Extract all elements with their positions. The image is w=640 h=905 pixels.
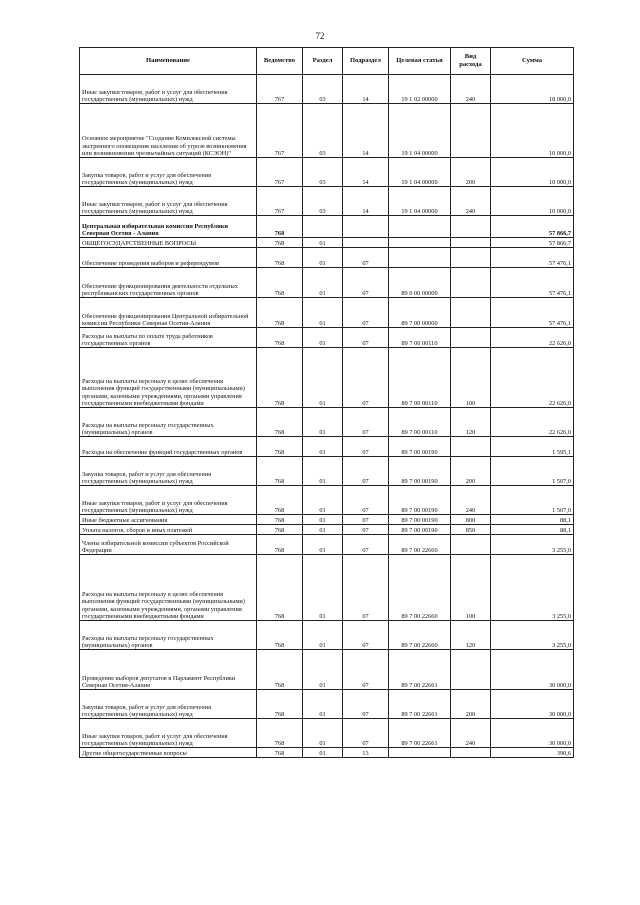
cell-type: 240 bbox=[451, 719, 491, 748]
cell-type: 800 bbox=[451, 515, 491, 525]
cell-subsection: 13 bbox=[343, 748, 389, 758]
cell-type: 200 bbox=[451, 158, 491, 187]
cell-target: 89 7 00 22661 bbox=[389, 650, 451, 690]
cell-subsection: 07 bbox=[343, 348, 389, 408]
cell-target: 19 1 04 00000 bbox=[389, 104, 451, 158]
cell-target: 89 7 00 22660 bbox=[389, 621, 451, 650]
cell-type bbox=[451, 104, 491, 158]
table-row bbox=[80, 515, 574, 525]
cell-subsection: 07 bbox=[343, 486, 389, 515]
cell-type: 100 bbox=[451, 555, 491, 621]
cell-name: Расходы на выплаты персоналу в целях обеспечения выполнения функций государственными (муниципальными) органами, казенными учреждениями, органами управления государственными внебюджетными фондами bbox=[80, 348, 257, 408]
cell-sum: 57 476,1 bbox=[491, 268, 574, 298]
cell-target: 89 7 00 22661 bbox=[389, 719, 451, 748]
cell-type: 200 bbox=[451, 457, 491, 486]
cell-name: Закупка товаров, работ и услуг для обеспечения государственных (муниципальных) нужд bbox=[80, 158, 257, 187]
cell-dept: 768 bbox=[257, 690, 303, 719]
table-row bbox=[80, 650, 574, 690]
cell-subsection: 07 bbox=[343, 690, 389, 719]
cell-section: 01 bbox=[303, 486, 343, 515]
cell-type bbox=[451, 328, 491, 348]
cell-dept: 767 bbox=[257, 104, 303, 158]
cell-sum: 30 000,0 bbox=[491, 719, 574, 748]
cell-name: Обеспечение функционирования деятельности отдельных республиканских государственных органов bbox=[80, 268, 257, 298]
cell-sum: 3 255,0 bbox=[491, 555, 574, 621]
cell-name: Иные закупки товаров, работ и услуг для обеспечения государственных (муниципальных) нужд bbox=[80, 187, 257, 216]
cell-sum: 1 507,0 bbox=[491, 486, 574, 515]
cell-name: Иные закупки товаров, работ и услуг для обеспечения государственных (муниципальных) нужд bbox=[80, 719, 257, 748]
table-row bbox=[80, 457, 574, 486]
cell-target: 89 7 00 22660 bbox=[389, 555, 451, 621]
table-row bbox=[80, 328, 574, 348]
cell-type bbox=[451, 298, 491, 328]
cell-dept: 768 bbox=[257, 621, 303, 650]
table-row bbox=[80, 248, 574, 268]
cell-section: 01 bbox=[303, 408, 343, 437]
header-section: Раздел bbox=[303, 48, 343, 75]
cell-dept: 767 bbox=[257, 75, 303, 104]
cell-section: 01 bbox=[303, 555, 343, 621]
cell-type bbox=[451, 535, 491, 555]
cell-subsection: 07 bbox=[343, 515, 389, 525]
cell-name: Обеспечение функционирования Центральной избирательной комиссии Республики Северная Осетия-Алания bbox=[80, 298, 257, 328]
table-row bbox=[80, 748, 574, 758]
table-row bbox=[80, 555, 574, 621]
cell-name: Обеспечение проведения выборов и референдумов bbox=[80, 248, 257, 268]
cell-subsection: 07 bbox=[343, 525, 389, 535]
header-type: Вид расхода bbox=[451, 48, 491, 75]
cell-target: 89 7 00 00190 bbox=[389, 515, 451, 525]
cell-target: 19 1 04 00000 bbox=[389, 158, 451, 187]
cell-dept: 768 bbox=[257, 268, 303, 298]
cell-name: Центральная избирательная комиссия Республики Северная Осетия - Алания bbox=[80, 216, 257, 238]
cell-type bbox=[451, 650, 491, 690]
cell-subsection: 07 bbox=[343, 268, 389, 298]
cell-name: Закупка товаров, работ и услуг для обеспечения государственных (муниципальных) нужд bbox=[80, 690, 257, 719]
cell-section: 03 bbox=[303, 104, 343, 158]
cell-type: 100 bbox=[451, 348, 491, 408]
table-row bbox=[80, 348, 574, 408]
cell-section: 03 bbox=[303, 75, 343, 104]
table-row bbox=[80, 238, 574, 248]
cell-section: 01 bbox=[303, 650, 343, 690]
cell-name: Закупка товаров, работ и услуг для обеспечения государственных (муниципальных) нужд bbox=[80, 457, 257, 486]
table-row bbox=[80, 535, 574, 555]
header-sum: Сумма bbox=[491, 48, 574, 75]
cell-target: 89 7 00 00110 bbox=[389, 328, 451, 348]
cell-target: 89 7 00 00000 bbox=[389, 298, 451, 328]
cell-sum: 1 595,1 bbox=[491, 437, 574, 457]
cell-dept: 768 bbox=[257, 525, 303, 535]
cell-sum: 57 476,1 bbox=[491, 298, 574, 328]
table-row bbox=[80, 75, 574, 104]
cell-subsection: 07 bbox=[343, 650, 389, 690]
cell-sum: 10 000,0 bbox=[491, 187, 574, 216]
cell-subsection: 07 bbox=[343, 621, 389, 650]
cell-target: 19 1 02 00000 bbox=[389, 75, 451, 104]
cell-section: 01 bbox=[303, 328, 343, 348]
cell-subsection: 07 bbox=[343, 408, 389, 437]
cell-target: 89 7 00 00190 bbox=[389, 486, 451, 515]
cell-name: Другие общегосударственные вопросы bbox=[80, 748, 257, 758]
cell-type bbox=[451, 216, 491, 238]
cell-sum: 390,6 bbox=[491, 748, 574, 758]
cell-sum: 3 255,0 bbox=[491, 535, 574, 555]
cell-section: 01 bbox=[303, 515, 343, 525]
cell-target bbox=[389, 238, 451, 248]
table-row bbox=[80, 525, 574, 535]
cell-sum: 3 255,0 bbox=[491, 621, 574, 650]
cell-name: Расходы на выплаты персоналу государственных (муниципальных) органов bbox=[80, 621, 257, 650]
cell-type: 240 bbox=[451, 486, 491, 515]
cell-sum: 88,1 bbox=[491, 525, 574, 535]
cell-name: Расходы на выплаты по оплате труда работников государственных органов bbox=[80, 328, 257, 348]
cell-section: 01 bbox=[303, 298, 343, 328]
cell-subsection: 14 bbox=[343, 187, 389, 216]
table-row bbox=[80, 298, 574, 328]
table-row bbox=[80, 158, 574, 187]
cell-section: 01 bbox=[303, 719, 343, 748]
cell-section: 01 bbox=[303, 621, 343, 650]
cell-target bbox=[389, 248, 451, 268]
cell-type: 200 bbox=[451, 690, 491, 719]
cell-subsection: 14 bbox=[343, 104, 389, 158]
cell-subsection bbox=[343, 216, 389, 238]
table-row bbox=[80, 104, 574, 158]
page-number: 72 bbox=[315, 31, 325, 41]
cell-sum: 1 507,0 bbox=[491, 457, 574, 486]
cell-type: 120 bbox=[451, 621, 491, 650]
cell-sum: 57 476,1 bbox=[491, 248, 574, 268]
cell-name: ОБЩЕГОСУДАРСТВЕННЫЕ ВОПРОСЫ bbox=[80, 238, 257, 248]
cell-type bbox=[451, 248, 491, 268]
cell-type bbox=[451, 268, 491, 298]
cell-sum: 18 000,0 bbox=[491, 75, 574, 104]
table-header-row bbox=[80, 48, 574, 75]
cell-dept: 768 bbox=[257, 248, 303, 268]
cell-section: 01 bbox=[303, 535, 343, 555]
cell-sum: 22 626,0 bbox=[491, 328, 574, 348]
cell-dept: 768 bbox=[257, 650, 303, 690]
cell-section bbox=[303, 216, 343, 238]
cell-dept: 768 bbox=[257, 216, 303, 238]
cell-target: 89 0 00 00000 bbox=[389, 268, 451, 298]
table-row bbox=[80, 437, 574, 457]
cell-sum: 30 000,0 bbox=[491, 690, 574, 719]
cell-name: Иные закупки товаров, работ и услуг для обеспечения государственных (муниципальных) нужд bbox=[80, 486, 257, 515]
cell-dept: 768 bbox=[257, 535, 303, 555]
cell-target: 89 7 00 22661 bbox=[389, 690, 451, 719]
cell-section: 01 bbox=[303, 690, 343, 719]
table-row bbox=[80, 719, 574, 748]
cell-section: 01 bbox=[303, 457, 343, 486]
cell-sum: 10 000,0 bbox=[491, 104, 574, 158]
cell-name: Члены избирательной комиссии субъектов Российской Федерации bbox=[80, 535, 257, 555]
cell-type: 850 bbox=[451, 525, 491, 535]
cell-section: 03 bbox=[303, 158, 343, 187]
cell-type bbox=[451, 437, 491, 457]
cell-dept: 768 bbox=[257, 328, 303, 348]
cell-subsection: 14 bbox=[343, 75, 389, 104]
cell-dept: 767 bbox=[257, 158, 303, 187]
cell-target: 89 7 00 22660 bbox=[389, 535, 451, 555]
header-target: Целевая статья bbox=[389, 48, 451, 75]
cell-name: Расходы на выплаты персоналу в целях обеспечения выполнения функций государственными (муниципальными) органами, казенными учреждениями, органами управления государственными внебюджетными фондами bbox=[80, 555, 257, 621]
cell-section: 01 bbox=[303, 437, 343, 457]
table-row bbox=[80, 408, 574, 437]
cell-dept: 768 bbox=[257, 298, 303, 328]
cell-subsection: 07 bbox=[343, 535, 389, 555]
table-row bbox=[80, 486, 574, 515]
cell-subsection: 07 bbox=[343, 719, 389, 748]
cell-subsection: 07 bbox=[343, 298, 389, 328]
cell-sum: 22 626,0 bbox=[491, 348, 574, 408]
table-row bbox=[80, 268, 574, 298]
header-name: Наименование bbox=[80, 48, 257, 75]
cell-name: Иные закупки товаров, работ и услуг для обеспечения государственных (муниципальных) нужд bbox=[80, 75, 257, 104]
table-row bbox=[80, 621, 574, 650]
cell-subsection bbox=[343, 238, 389, 248]
cell-dept: 767 bbox=[257, 187, 303, 216]
cell-section: 01 bbox=[303, 248, 343, 268]
cell-target bbox=[389, 748, 451, 758]
cell-name: Расходы на выплаты персоналу государственных (муниципальных) органов bbox=[80, 408, 257, 437]
cell-target: 19 1 04 00000 bbox=[389, 187, 451, 216]
cell-dept: 768 bbox=[257, 748, 303, 758]
cell-name: Расходы на обеспечение функций государственных органов bbox=[80, 437, 257, 457]
cell-type: 120 bbox=[451, 408, 491, 437]
cell-name: Проведение выборов депутатов в Парламент Республики Северная Осетия-Алания bbox=[80, 650, 257, 690]
cell-section: 01 bbox=[303, 748, 343, 758]
cell-dept: 768 bbox=[257, 238, 303, 248]
cell-subsection: 07 bbox=[343, 555, 389, 621]
cell-target: 89 7 00 00190 bbox=[389, 525, 451, 535]
cell-subsection: 07 bbox=[343, 457, 389, 486]
cell-dept: 768 bbox=[257, 408, 303, 437]
cell-section: 03 bbox=[303, 187, 343, 216]
cell-section: 01 bbox=[303, 238, 343, 248]
cell-target: 89 7 00 00190 bbox=[389, 457, 451, 486]
cell-dept: 768 bbox=[257, 515, 303, 525]
cell-dept: 768 bbox=[257, 437, 303, 457]
cell-section: 01 bbox=[303, 525, 343, 535]
cell-type bbox=[451, 748, 491, 758]
cell-subsection: 07 bbox=[343, 437, 389, 457]
cell-sum: 88,1 bbox=[491, 515, 574, 525]
budget-table bbox=[79, 47, 574, 758]
table-row bbox=[80, 216, 574, 238]
cell-sum: 10 000,0 bbox=[491, 158, 574, 187]
cell-target: 89 7 00 00110 bbox=[389, 408, 451, 437]
cell-name: Иные бюджетные ассигнования bbox=[80, 515, 257, 525]
table-row bbox=[80, 187, 574, 216]
cell-subsection: 14 bbox=[343, 158, 389, 187]
cell-section: 01 bbox=[303, 348, 343, 408]
cell-dept: 768 bbox=[257, 348, 303, 408]
cell-type: 240 bbox=[451, 187, 491, 216]
cell-sum: 30 000,0 bbox=[491, 650, 574, 690]
cell-dept: 768 bbox=[257, 555, 303, 621]
cell-subsection: 07 bbox=[343, 328, 389, 348]
cell-subsection: 07 bbox=[343, 248, 389, 268]
cell-target bbox=[389, 216, 451, 238]
cell-section: 01 bbox=[303, 268, 343, 298]
cell-target: 89 7 00 00110 bbox=[389, 348, 451, 408]
cell-target: 89 7 00 00190 bbox=[389, 437, 451, 457]
cell-sum: 57 866,7 bbox=[491, 216, 574, 238]
cell-sum: 22 626,0 bbox=[491, 408, 574, 437]
cell-name: Основное мероприятие "Создание Комплексной системы экстренного оповещения населения об угрозе возникновения или возникновении чрезвычайных ситуаций (КСЭОН)" bbox=[80, 104, 257, 158]
cell-type bbox=[451, 238, 491, 248]
cell-dept: 768 bbox=[257, 457, 303, 486]
cell-dept: 768 bbox=[257, 719, 303, 748]
cell-dept: 768 bbox=[257, 486, 303, 515]
header-subsection: Подраздел bbox=[343, 48, 389, 75]
cell-name: Уплата налогов, сборов и иных платежей bbox=[80, 525, 257, 535]
cell-type: 240 bbox=[451, 75, 491, 104]
table-row bbox=[80, 690, 574, 719]
cell-sum: 57 866,7 bbox=[491, 238, 574, 248]
header-dept: Ведомство bbox=[257, 48, 303, 75]
